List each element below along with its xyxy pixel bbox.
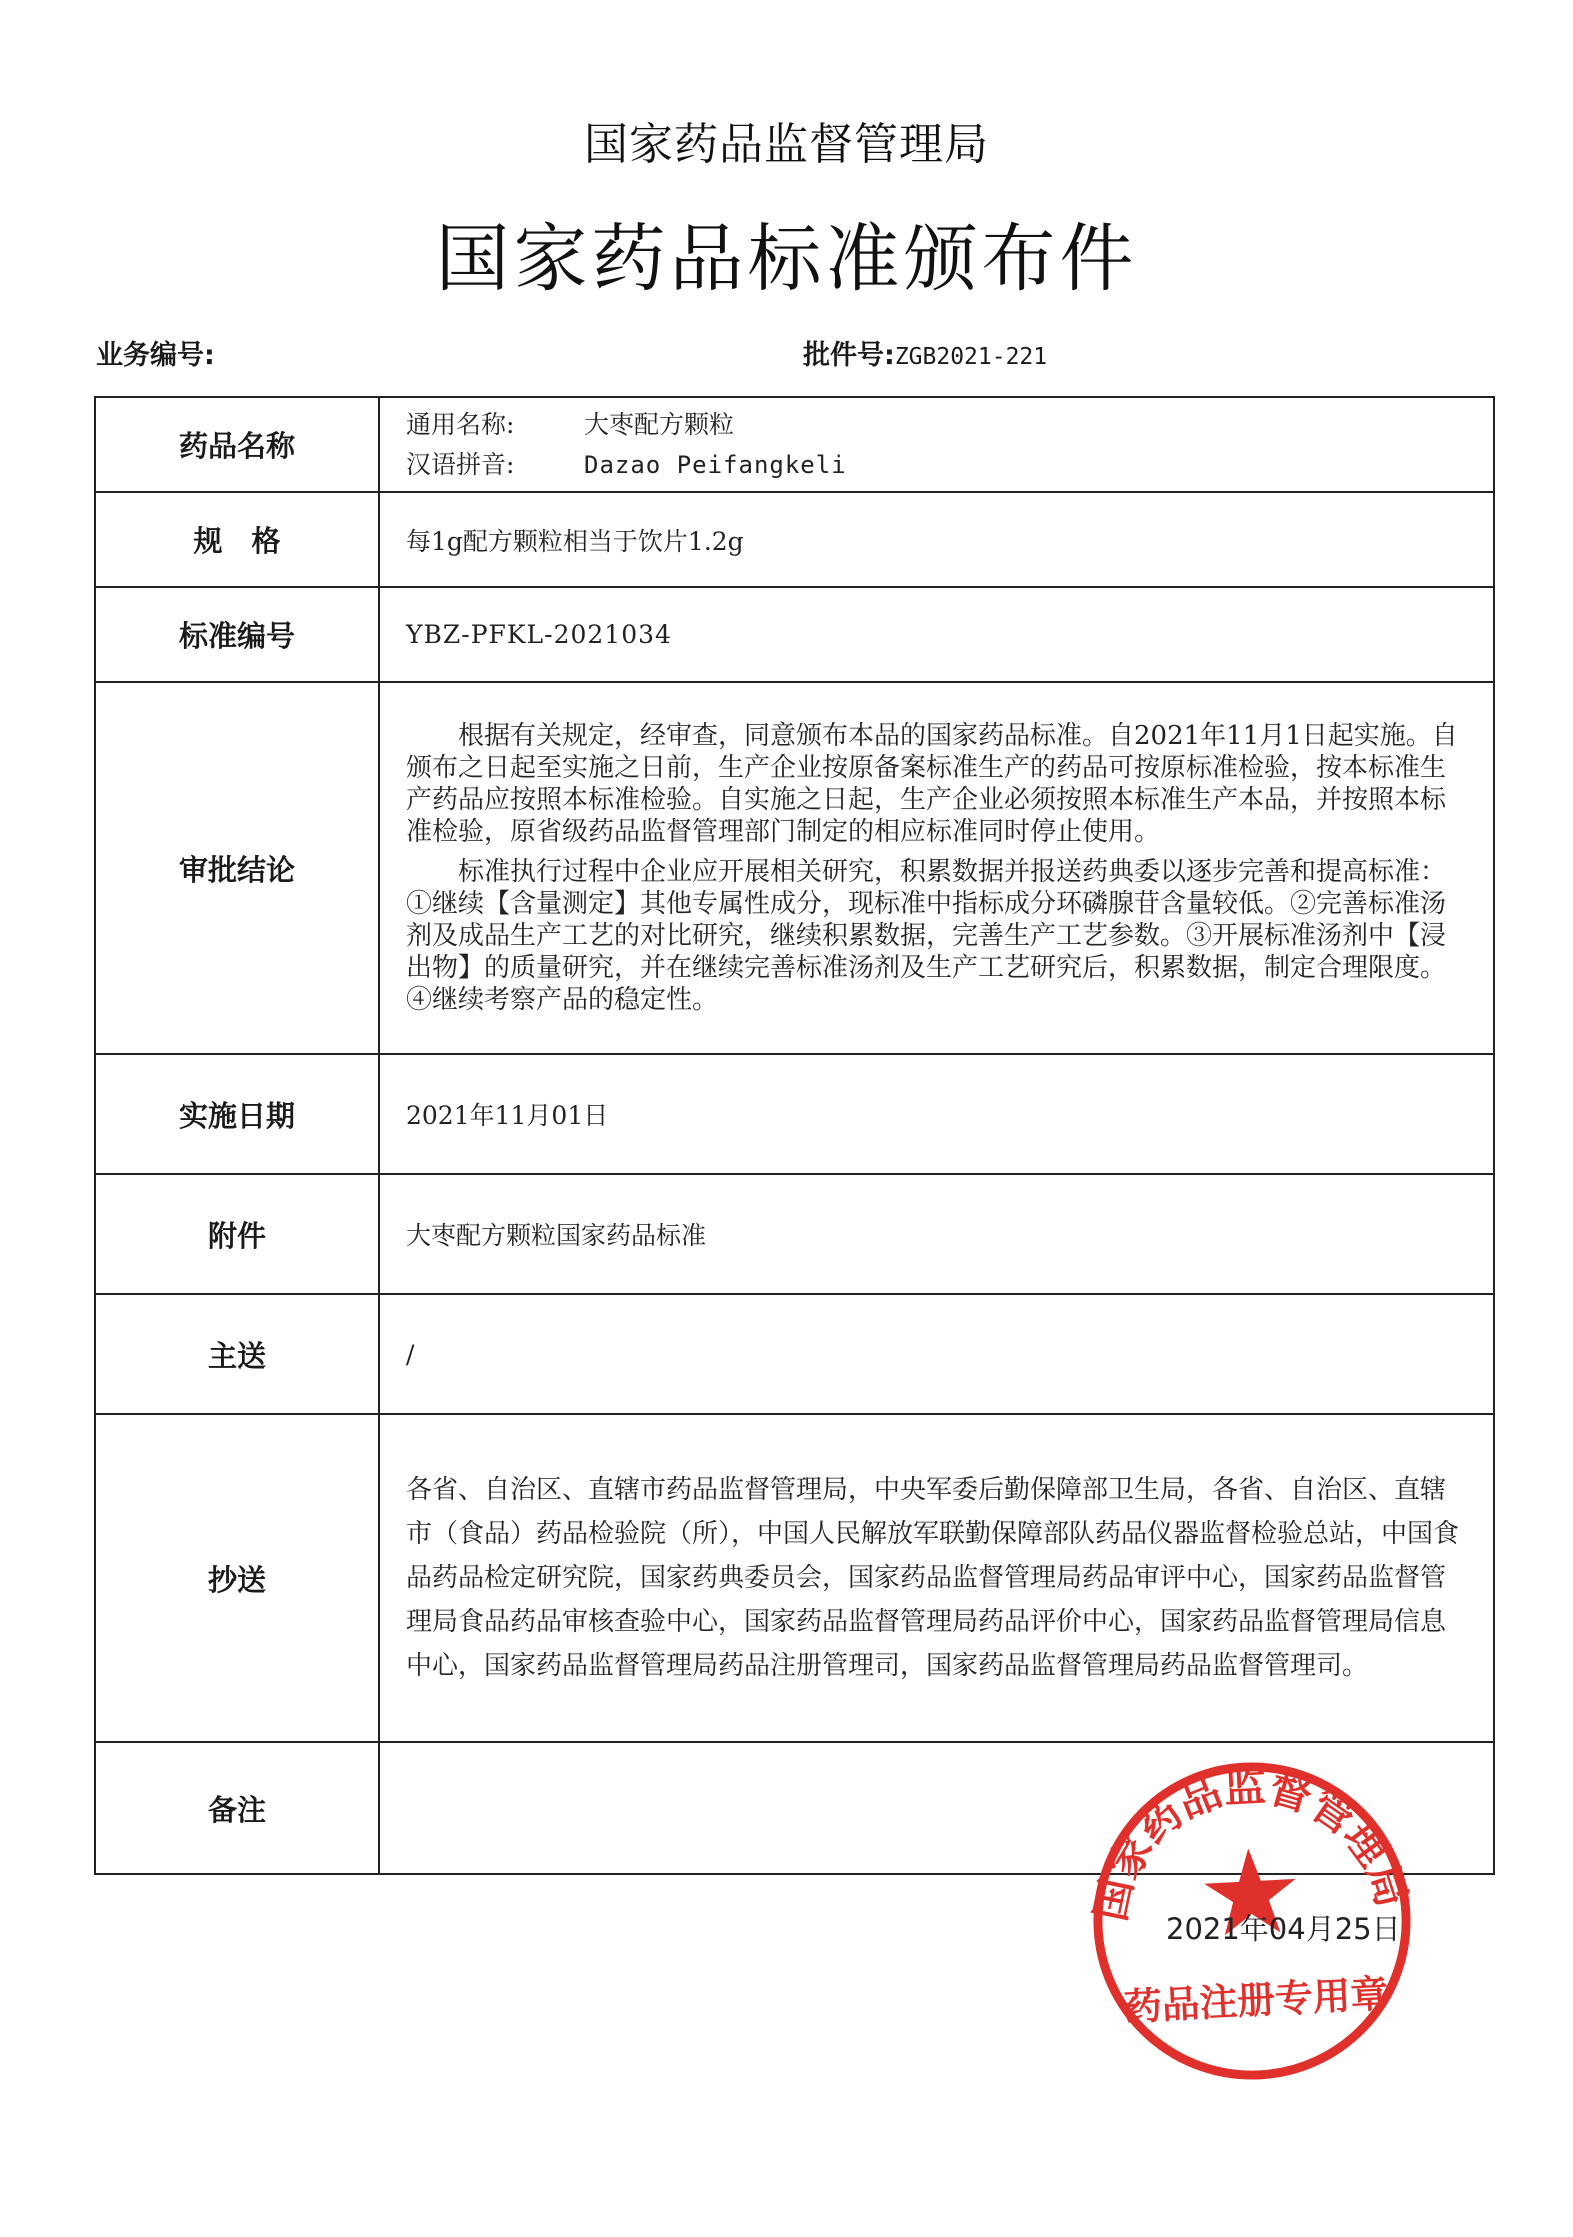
pinyin-value: Dazao Peifangkeli [584, 450, 847, 479]
main-recipient-value: / [379, 1294, 1494, 1414]
implementation-date-row [95, 1054, 1494, 1174]
attachment-label: 附件 [95, 1174, 379, 1294]
implementation-date-value: 2021年11月01日 [379, 1054, 1494, 1174]
pinyin-key: 汉语拼音: [406, 449, 515, 479]
approval-number [803, 333, 1047, 372]
cc-cell [379, 1414, 1494, 1742]
attachment-row [95, 1174, 1494, 1294]
standard-table [94, 396, 1495, 1875]
standard-number-label: 标准编号 [95, 587, 379, 682]
seal-ring-text: 国家药品监督管理局 [1085, 1761, 1418, 1926]
approval-number-label: 批件号: [803, 340, 895, 371]
generic-name-key: 通用名称: [406, 409, 515, 439]
conclusion-cell [379, 682, 1494, 1054]
implementation-date-label: 实施日期 [95, 1054, 379, 1174]
spec-value: 每1g配方颗粒相当于饮片1.2g [379, 492, 1494, 587]
drug-name-row [95, 397, 1494, 492]
seal-date: 2021年04月25日 [1166, 1912, 1401, 1946]
conclusion-row [95, 682, 1494, 1054]
conclusion-paragraph-2: 标准执行过程中企业应开展相关研究，积累数据并报送药典委以逐步完善和提高标准：①继续【含量测定】其他专属性成分，现标准中指标成分环磷腺苷含量较低。②完善标准汤剂及成品生产工艺的对比研究，继续积累数据，完善生产工艺参数。③开展标准汤剂中【浸出物】的质量研究，并在继续完善标准汤剂及生产工艺研究后，积累数据，制定合理限度。④继续考察产品的稳定性。 [406, 857, 1447, 1015]
generic-name-value: 大枣配方颗粒 [584, 409, 735, 439]
conclusion-paragraph-1: 根据有关规定，经审查，同意颁布本品的国家药品标准。自2021年11月1日起实施。自颁布之日起至实施之日前，生产企业按原备案标准生产的药品可按原标准检验，按本标准生产药品应按照本标准检验。自实施之日起，生产企业必须按照本标准生产本品，并按照本标准检验，原省级药品监督管理部门制定的相应标准同时停止使用。 [406, 721, 1458, 847]
attachment-value: 大枣配方颗粒国家药品标准 [379, 1174, 1494, 1294]
spec-label: 规 格 [95, 492, 379, 587]
drug-name-label: 药品名称 [95, 397, 379, 492]
conclusion-label: 审批结论 [95, 682, 379, 1054]
remarks-label: 备注 [95, 1742, 379, 1874]
cc-row [95, 1414, 1494, 1742]
approval-number-value: ZGB2021-221 [894, 344, 1048, 370]
main-recipient-label: 主送 [95, 1294, 379, 1414]
cc-label: 抄送 [95, 1414, 379, 1742]
business-number-label: 业务编号: [96, 340, 215, 371]
standard-number-row [95, 587, 1494, 682]
document-title: 国家药品标准颁布件 [435, 216, 1138, 302]
cc-value: 各省、自治区、直辖市药品监督管理局，中央军委后勤保障部卫生局，各省、自治区、直辖市（食品）药品检验院（所），中国人民解放军联勤保障部队药品仪器监督检验总站，中国食品药品检定研究院，国家药典委员会，国家药品监督管理局药品审评中心，国家药品监督管理局食品药品审核查验中心，国家药品监督管理局药品评价中心，国家药品监督管理局信息中心，国家药品监督管理局药品注册管理司，国家药品监督管理局药品监督管理司。 [406, 1475, 1460, 1681]
standard-number-value: YBZ-PFKL-2021034 [379, 587, 1494, 682]
issuing-agency: 国家药品监督管理局 [584, 119, 989, 170]
main-recipient-row [95, 1294, 1494, 1414]
spec-row [95, 492, 1494, 587]
drug-name-cell [379, 397, 1494, 492]
seal-bottom-text: 药品注册专用章 [1123, 1971, 1390, 2030]
